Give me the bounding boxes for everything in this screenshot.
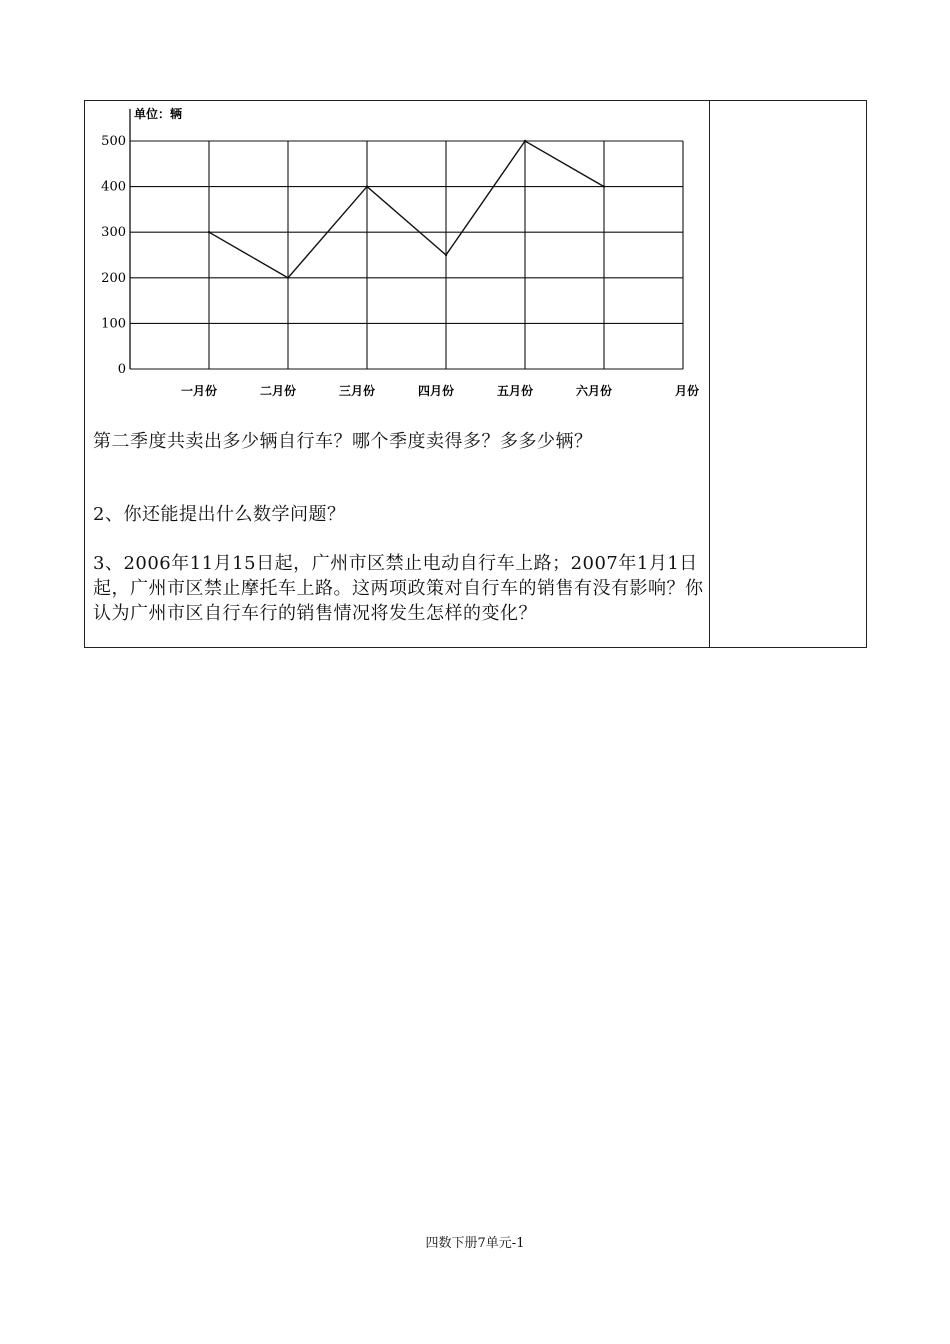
table-column-divider [709,101,710,647]
question-1-text: 第二季度共卖出多少辆自行车？哪个季度卖得多？多多少辆？ [93,431,593,452]
y-tick-label: 100 [101,316,126,332]
chart-grid [130,141,683,369]
x-category-label: 六月份 [575,384,613,398]
y-tick-label: 0 [117,362,126,377]
sales-line-chart [85,101,709,411]
unit-label: 单位：辆 [134,107,183,121]
x-category-label: 三月份 [338,384,376,398]
y-tick-labels [101,134,126,377]
y-tick-label: 300 [101,225,126,241]
series-group [208,140,605,279]
x-category-label: 一月份 [180,384,218,398]
data-point [445,254,447,256]
x-axis-label: 月份 [675,384,700,398]
question-3-text: 3、2006年11月15日起，广州市区禁止电动自行车上路；2007年1月1日起，广州市区禁止摩托车上路。这两项政策对自行车的销售有没有影响？你认为广州市区自行车行的销售情况将发生怎样的变化？ [93,553,704,624]
question-2-text: 2、你还能提出什么数学问题？ [93,504,346,525]
x-category-label: 二月份 [259,384,297,398]
x-category-label: 四月份 [417,384,455,398]
data-point [603,185,605,187]
y-tick-label: 400 [101,179,126,195]
worksheet-table [84,100,867,648]
data-point [524,140,526,142]
data-point [208,231,210,233]
y-tick-label: 500 [101,134,126,149]
chart-svg [85,101,709,411]
y-tick-label: 200 [101,270,126,286]
x-category-labels [181,383,612,398]
page-footer: 四数下册7单元-1 [425,1236,525,1251]
series-line [209,141,604,278]
x-category-label: 五月份 [496,384,534,398]
data-point [366,185,368,187]
data-point [287,277,289,279]
